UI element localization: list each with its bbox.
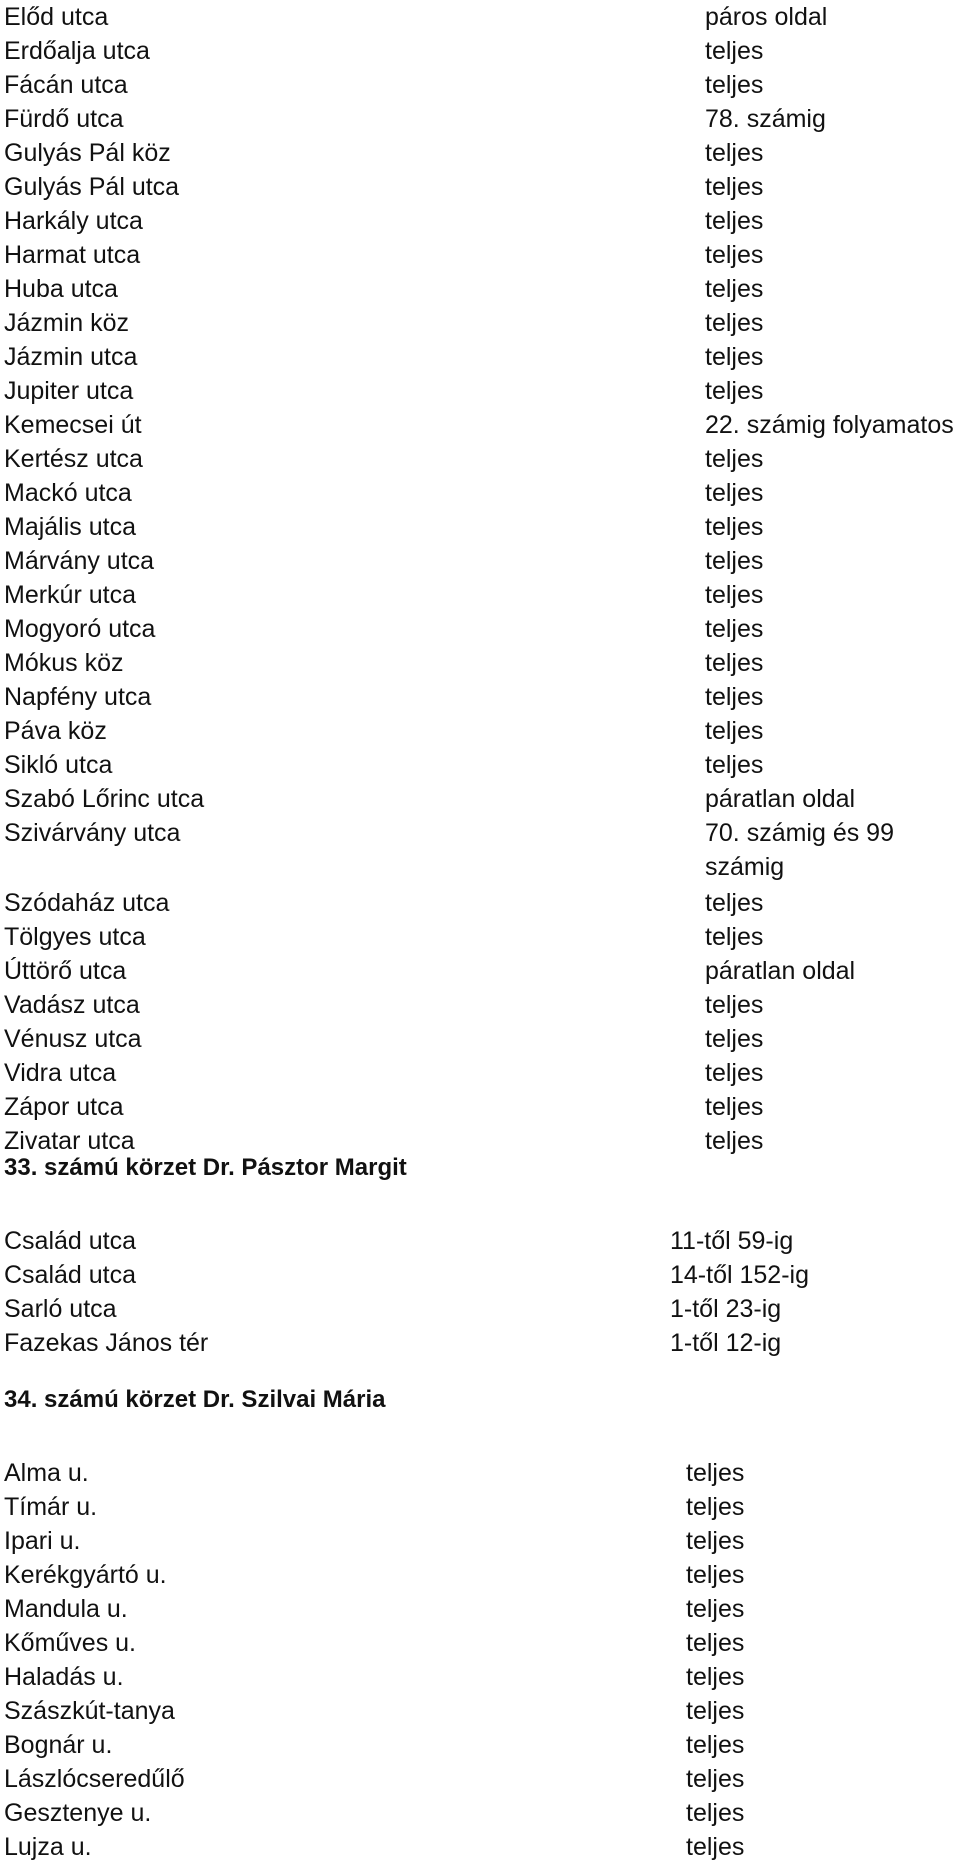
street-name: Szászkút-tanya <box>4 1697 175 1725</box>
street-extent: teljes <box>686 1527 745 1555</box>
street-extent: páros oldal <box>705 3 828 31</box>
street-extent: 1-től 12-ig <box>670 1329 782 1357</box>
list-item <box>0 272 960 306</box>
list-item <box>0 646 960 680</box>
street-extent: teljes <box>686 1459 745 1487</box>
street-extent: teljes <box>705 683 764 711</box>
street-name: Vénusz utca <box>4 1025 142 1053</box>
street-list-section-2 <box>0 1224 960 1360</box>
list-item <box>0 886 960 920</box>
street-extent: páratlan oldal <box>705 957 856 985</box>
street-extent: teljes <box>686 1799 745 1827</box>
street-extent: teljes <box>686 1561 745 1589</box>
street-name: Jázmin utca <box>4 343 138 371</box>
street-extent: teljes <box>705 241 764 269</box>
street-name: Zivatar utca <box>4 1127 135 1155</box>
list-item <box>0 408 960 442</box>
list-item <box>0 748 960 782</box>
street-name: Család utca <box>4 1227 137 1255</box>
list-item <box>0 1224 960 1258</box>
street-name: Mókus köz <box>4 649 124 677</box>
street-name: Fürdő utca <box>4 105 124 133</box>
list-item <box>0 68 960 102</box>
street-extent: teljes <box>705 1093 764 1121</box>
street-extent: páratlan oldal <box>705 785 856 813</box>
street-extent: teljes <box>705 1127 764 1155</box>
street-extent: teljes <box>686 1765 745 1793</box>
list-item <box>0 1056 960 1090</box>
list-item <box>0 1728 960 1762</box>
street-extent: teljes <box>705 275 764 303</box>
list-item <box>0 1830 960 1864</box>
street-name: Márvány utca <box>4 547 155 575</box>
street-extent: teljes <box>705 751 764 779</box>
list-item <box>0 612 960 646</box>
street-extent: teljes <box>705 139 764 167</box>
street-name: Lászlócseredűlő <box>4 1765 185 1793</box>
street-extent: teljes <box>705 309 764 337</box>
street-name: Alma u. <box>4 1459 89 1487</box>
street-name: Huba utca <box>4 275 118 303</box>
list-item <box>0 1022 960 1056</box>
list-item <box>0 1326 960 1360</box>
list-item <box>0 204 960 238</box>
street-name: Mandula u. <box>4 1595 128 1623</box>
street-extent: 14-től 152-ig <box>670 1261 809 1289</box>
list-item <box>0 0 960 34</box>
street-extent: teljes <box>686 1731 745 1759</box>
list-item <box>0 442 960 476</box>
list-item <box>0 510 960 544</box>
street-extent: teljes <box>705 581 764 609</box>
street-name: Gulyás Pál utca <box>4 173 180 201</box>
street-name: Gesztenye u. <box>4 1799 152 1827</box>
street-extent: teljes <box>705 1059 764 1087</box>
list-item <box>0 1626 960 1660</box>
list-item <box>0 136 960 170</box>
list-item <box>0 1524 960 1558</box>
street-name: Tölgyes utca <box>4 923 146 951</box>
street-name: Haladás u. <box>4 1663 124 1691</box>
street-extent: teljes <box>686 1663 745 1691</box>
street-name: Mackó utca <box>4 479 132 507</box>
list-item <box>0 680 960 714</box>
list-item <box>0 1694 960 1728</box>
list-item <box>0 1796 960 1830</box>
street-extent: teljes <box>705 37 764 65</box>
street-name: Előd utca <box>4 3 109 31</box>
list-item <box>0 578 960 612</box>
list-item <box>0 102 960 136</box>
street-extent: teljes <box>686 1595 745 1623</box>
street-extent: teljes <box>705 343 764 371</box>
list-item <box>0 306 960 340</box>
list-item <box>0 1292 960 1326</box>
street-extent: 22. számig folyamatos <box>705 411 954 439</box>
street-name: Vadász utca <box>4 991 140 1019</box>
street-extent: teljes <box>705 923 764 951</box>
street-extent: 70. számig és 99 számig <box>705 819 894 881</box>
street-name: Tímár u. <box>4 1493 98 1521</box>
street-name: Páva köz <box>4 717 107 745</box>
list-item <box>0 1090 960 1124</box>
list-item <box>0 544 960 578</box>
street-name: Majális utca <box>4 513 136 541</box>
list-item <box>0 238 960 272</box>
street-extent: teljes <box>686 1833 745 1861</box>
list-item <box>0 714 960 748</box>
street-name: Harmat utca <box>4 241 141 269</box>
street-extent: teljes <box>705 649 764 677</box>
street-name: Napfény utca <box>4 683 152 711</box>
street-extent: 1-től 23-ig <box>670 1295 782 1323</box>
street-name: Jupiter utca <box>4 377 134 405</box>
street-name: Merkúr utca <box>4 581 136 609</box>
street-extent: 11-től 59-ig <box>670 1227 794 1255</box>
street-name: Vidra utca <box>4 1059 117 1087</box>
street-extent: teljes <box>705 479 764 507</box>
street-extent: teljes <box>686 1697 745 1725</box>
street-name: Úttörő utca <box>4 957 127 985</box>
street-extent: teljes <box>705 207 764 235</box>
district-34-heading: 34. számú körzet Dr. Szilvai Mária <box>4 1386 386 1413</box>
list-item <box>0 340 960 374</box>
street-name: Jázmin köz <box>4 309 130 337</box>
street-name: Fazekas János tér <box>4 1329 209 1357</box>
list-item <box>0 954 960 988</box>
street-extent: teljes <box>686 1493 745 1521</box>
street-extent: teljes <box>705 377 764 405</box>
street-extent: teljes <box>705 615 764 643</box>
street-name: Sarló utca <box>4 1295 117 1323</box>
street-name: Gulyás Pál köz <box>4 139 171 167</box>
list-item <box>0 1592 960 1626</box>
list-item <box>0 476 960 510</box>
district-33-heading: 33. számú körzet Dr. Pásztor Margit <box>4 1154 407 1181</box>
street-name: Szabó Lőrinc utca <box>4 785 205 813</box>
street-name: Zápor utca <box>4 1093 124 1121</box>
street-name: Szivárvány utca <box>4 819 181 847</box>
list-item <box>0 1456 960 1490</box>
street-extent: teljes <box>705 547 764 575</box>
street-name: Kőműves u. <box>4 1629 137 1657</box>
street-extent: teljes <box>705 991 764 1019</box>
list-item <box>0 374 960 408</box>
list-item <box>0 920 960 954</box>
street-extent: teljes <box>705 173 764 201</box>
street-extent: 78. számig <box>705 105 826 133</box>
street-name: Család utca <box>4 1261 137 1289</box>
list-item <box>0 1558 960 1592</box>
street-list-section-3 <box>0 1456 960 1864</box>
street-name: Harkály utca <box>4 207 143 235</box>
street-extent: teljes <box>705 889 764 917</box>
list-item <box>0 1660 960 1694</box>
street-extent: teljes <box>705 1025 764 1053</box>
street-name: Szódaház utca <box>4 889 170 917</box>
street-name: Mogyoró utca <box>4 615 156 643</box>
street-name: Ipari u. <box>4 1527 81 1555</box>
list-item <box>0 782 960 816</box>
street-name: Erdőalja utca <box>4 37 150 65</box>
street-extent: teljes <box>705 717 764 745</box>
street-name: Kerékgyártó u. <box>4 1561 167 1589</box>
street-extent: teljes <box>686 1629 745 1657</box>
list-item <box>0 816 960 886</box>
street-extent: teljes <box>705 513 764 541</box>
list-item <box>0 1490 960 1524</box>
list-item <box>0 170 960 204</box>
list-item <box>0 988 960 1022</box>
street-name: Lujza u. <box>4 1833 92 1861</box>
street-name: Fácán utca <box>4 71 128 99</box>
street-extent: teljes <box>705 445 764 473</box>
list-item <box>0 34 960 68</box>
street-extent: teljes <box>705 71 764 99</box>
street-name: Bognár u. <box>4 1731 113 1759</box>
list-item <box>0 1258 960 1292</box>
list-item <box>0 1762 960 1796</box>
street-name: Sikló utca <box>4 751 113 779</box>
street-name: Kemecsei út <box>4 411 142 439</box>
street-name: Kertész utca <box>4 445 143 473</box>
